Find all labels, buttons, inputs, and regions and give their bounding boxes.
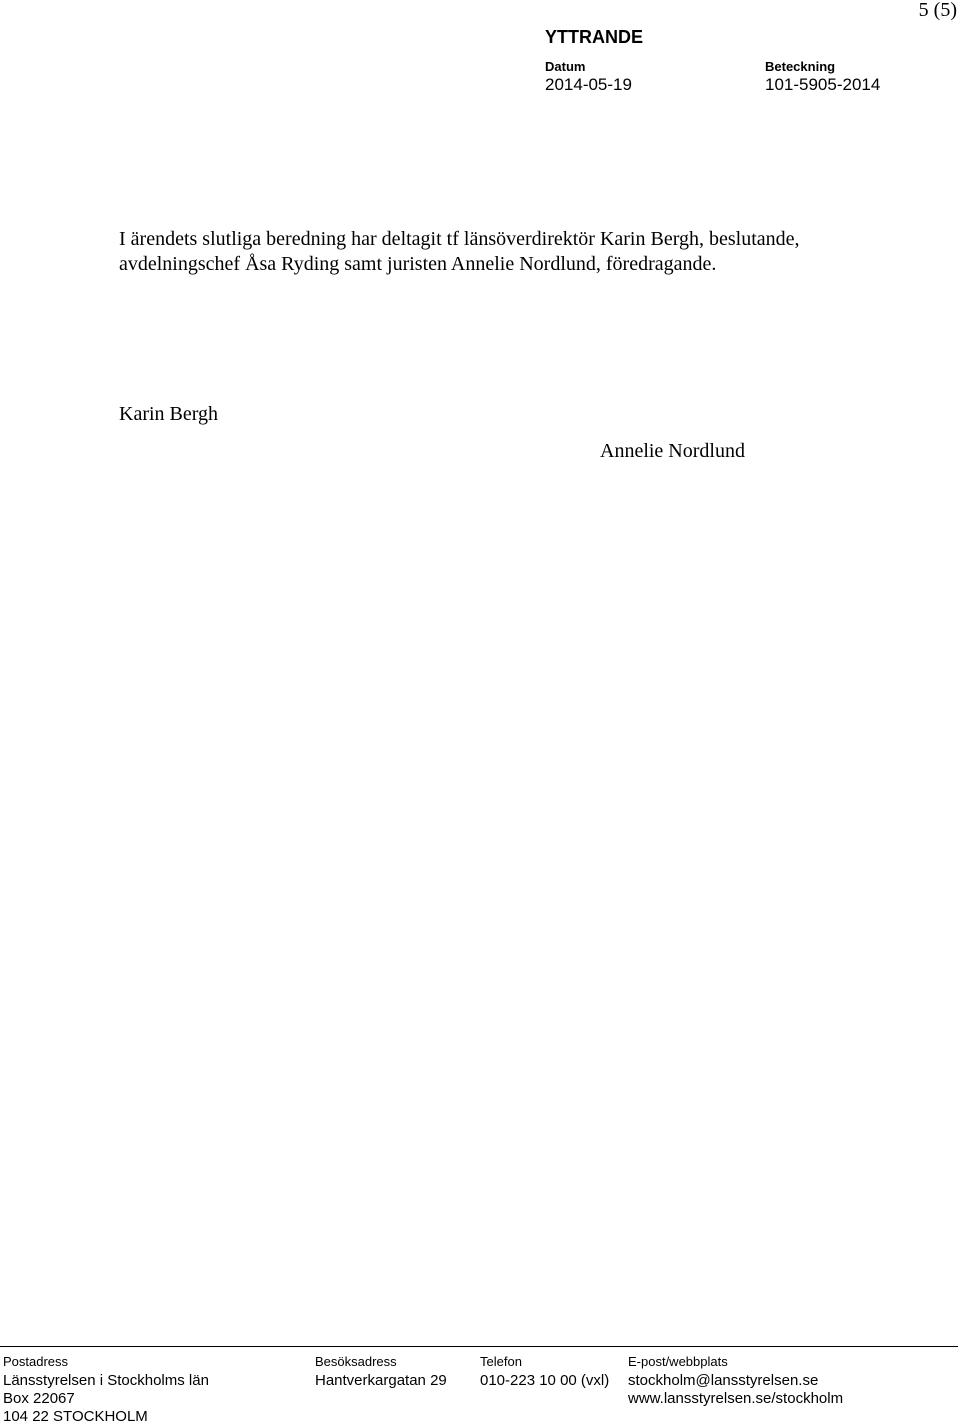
document-type: YTTRANDE: [545, 27, 643, 47]
reference-label: Beteckning: [765, 59, 836, 74]
reference-value: 101-5905-2014: [765, 75, 881, 94]
footer-postal-line: 104 22 STOCKHOLM: [3, 1408, 148, 1425]
footer-divider: [0, 1346, 958, 1347]
footer-postal-label: Postadress: [3, 1354, 69, 1369]
footer-postal-address: [3, 1354, 209, 1426]
date-value: 2014-05-19: [545, 75, 632, 94]
footer-web-label: E-post/webbplats: [628, 1354, 728, 1369]
footer-visiting-address: [315, 1354, 447, 1390]
footer-postal-line: Länsstyrelsen i Stockholms län: [3, 1372, 209, 1389]
date-label: Datum: [545, 59, 586, 74]
footer-visit-line: Hantverkargatan 29: [315, 1372, 447, 1389]
footer-website: www.lansstyrelsen.se/stockholm: [628, 1390, 844, 1407]
footer-phone: [480, 1354, 609, 1390]
footer-email: stockholm@lansstyrelsen.se: [628, 1372, 819, 1389]
signature-annelie-nordlund: Annelie Nordlund: [600, 440, 745, 462]
footer-phone-number: 010-223 10 00 (vxl): [480, 1372, 610, 1389]
footer-postal-line: Box 22067: [3, 1390, 75, 1407]
page-number: 5 (5): [918, 0, 957, 21]
body-paragraph: I ärendets slutliga beredning har deltagit tf länsöverdirektör Karin Bergh, beslutande, avdelningschef Åsa Ryding samt juristen Annelie Nordlund, föredragande.: [119, 228, 800, 275]
signature-karin-bergh: Karin Bergh: [119, 403, 219, 425]
footer-email-website: [628, 1354, 843, 1408]
footer-phone-label: Telefon: [480, 1354, 522, 1369]
footer-visit-label: Besöksadress: [315, 1354, 397, 1369]
